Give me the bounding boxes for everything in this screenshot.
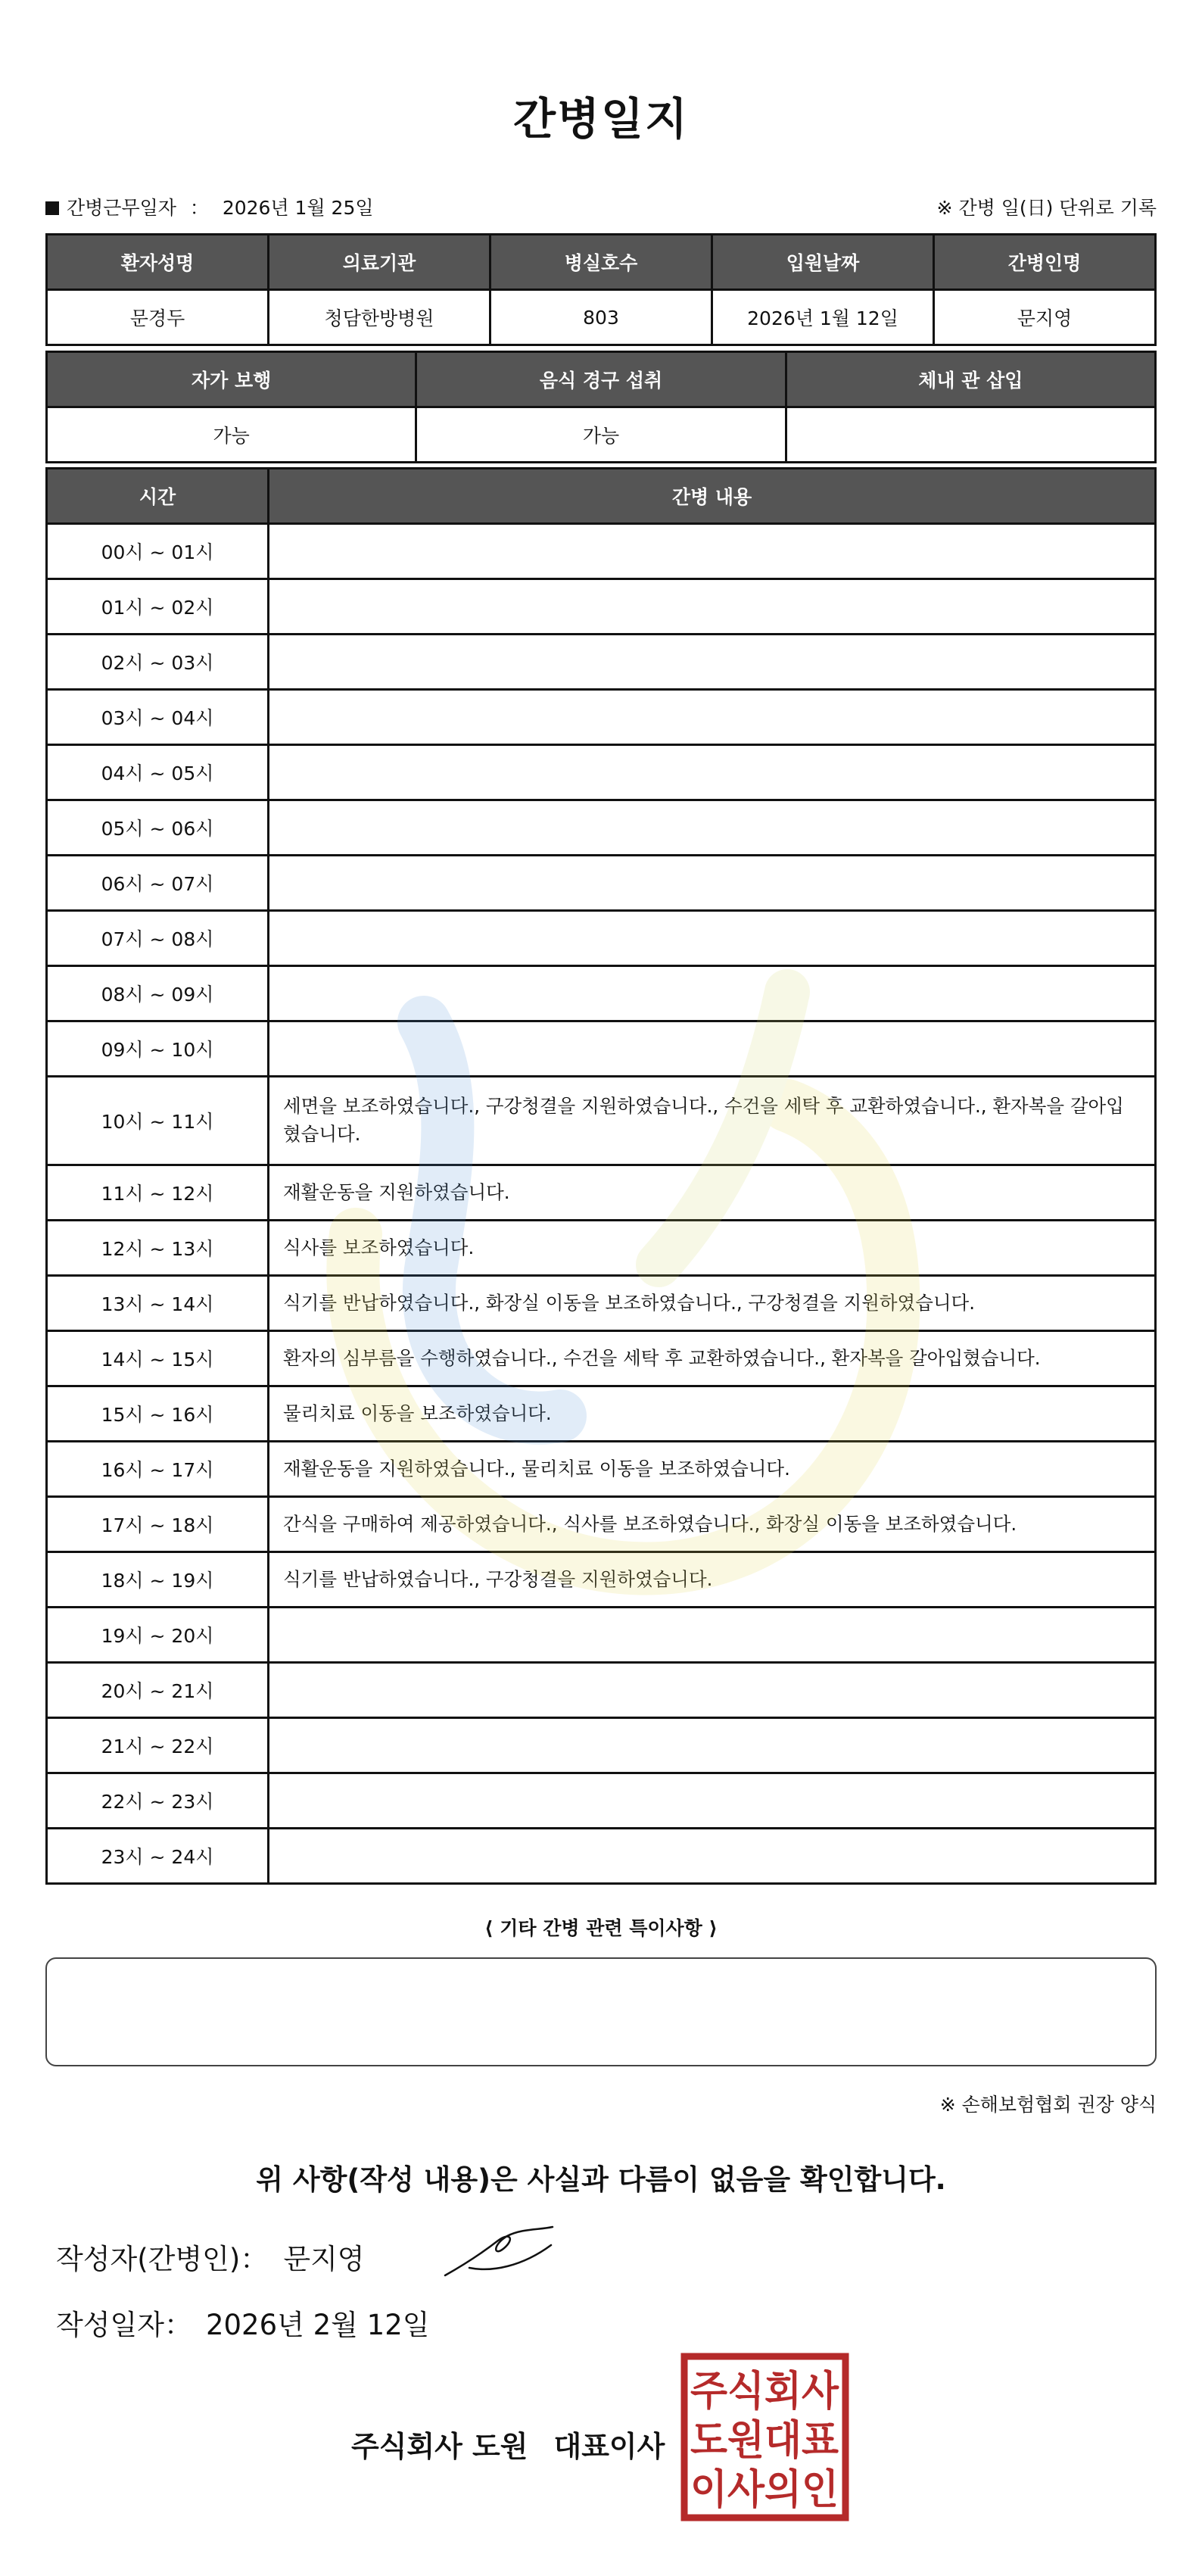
- care-log-table: [45, 467, 1157, 1885]
- oral-intake-value: 가능: [416, 407, 786, 463]
- meta-row: [45, 193, 1157, 223]
- hospital-name: 청담한방병원: [269, 290, 490, 345]
- ability-table: [45, 351, 1157, 463]
- caregiver-name: 문지영: [934, 290, 1156, 345]
- svg-text:도원대표: 도원대표: [690, 2416, 839, 2464]
- log-row: [47, 1552, 1156, 1608]
- svg-text:주식회사: 주식회사: [690, 2367, 839, 2415]
- writer-name: 문지영: [283, 2243, 365, 2275]
- walking-value: 가능: [47, 407, 416, 463]
- square-bullet-icon: [45, 201, 59, 215]
- log-content: 재활운동을 지원하였습니다., 물리치료 이동을 보조하였습니다.: [269, 1442, 1156, 1497]
- log-time: 08시 ~ 09시: [47, 966, 269, 1021]
- log-content: 재활운동을 지원하였습니다.: [269, 1165, 1156, 1221]
- log-content: [269, 1608, 1156, 1663]
- log-time: 07시 ~ 08시: [47, 911, 269, 966]
- log-time: 10시 ~ 11시: [47, 1077, 269, 1165]
- log-time: 17시 ~ 18시: [47, 1497, 269, 1552]
- log-row: [47, 1021, 1156, 1077]
- log-time: 12시 ~ 13시: [47, 1221, 269, 1276]
- company-line: [351, 2423, 665, 2465]
- log-content: [269, 800, 1156, 856]
- log-row: [47, 690, 1156, 745]
- room-number: 803: [490, 290, 712, 345]
- header-admission-date: 입원날짜: [712, 235, 934, 290]
- log-row: [47, 524, 1156, 579]
- log-content: [269, 745, 1156, 800]
- log-content: 식사를 보조하였습니다.: [269, 1221, 1156, 1276]
- log-time: 18시 ~ 19시: [47, 1552, 269, 1608]
- log-row: [47, 1077, 1156, 1165]
- writer-label: 작성자(간병인)：: [56, 2243, 269, 2275]
- ceo-title: 대표이사: [553, 2430, 665, 2463]
- write-date-label: 작성일자：: [56, 2309, 192, 2341]
- page-title: 간병일지: [512, 93, 690, 145]
- log-time: 05시 ~ 06시: [47, 800, 269, 856]
- remarks-box: [45, 1957, 1157, 2066]
- confirm-statement: 위 사항(작성 내용)은 사실과 다름이 없음을 확인합니다.: [256, 2163, 946, 2196]
- log-row: [47, 579, 1156, 635]
- log-time: 20시 ~ 21시: [47, 1663, 269, 1718]
- log-row: [47, 1718, 1156, 1773]
- log-row: [47, 1165, 1156, 1221]
- log-time: 02시 ~ 03시: [47, 635, 269, 690]
- log-content: [269, 1718, 1156, 1773]
- header-patient-name: 환자성명: [47, 235, 269, 290]
- log-time: 22시 ~ 23시: [47, 1773, 269, 1829]
- log-time: 11시 ~ 12시: [47, 1165, 269, 1221]
- log-time: 09시 ~ 10시: [47, 1021, 269, 1077]
- log-content: [269, 911, 1156, 966]
- tube-value: [786, 407, 1155, 463]
- patient-header-row: [47, 235, 1156, 290]
- log-time: 16시 ~ 17시: [47, 1442, 269, 1497]
- log-time: 21시 ~ 22시: [47, 1718, 269, 1773]
- header-tube: 체내 관 삽입: [786, 352, 1155, 407]
- log-content: [269, 524, 1156, 579]
- header-content: 간병 내용: [269, 469, 1156, 524]
- log-row: [47, 1386, 1156, 1442]
- svg-text:이사의인: 이사의인: [690, 2465, 839, 2513]
- ability-header-row: [47, 352, 1156, 407]
- log-row: [47, 1829, 1156, 1884]
- log-content: [269, 1829, 1156, 1884]
- log-row: [47, 1442, 1156, 1497]
- log-time: 00시 ~ 01시: [47, 524, 269, 579]
- patient-name: 문경두: [47, 290, 269, 345]
- log-content: [269, 1773, 1156, 1829]
- remarks-title: ⟨ 기타 간병 관련 특이사항 ⟩: [484, 1917, 718, 1939]
- log-content: 환자의 심부름을 수행하였습니다., 수건을 세탁 후 교환하였습니다., 환자복을 갈아입혔습니다.: [269, 1331, 1156, 1386]
- log-content: [269, 1663, 1156, 1718]
- log-time: 01시 ~ 02시: [47, 579, 269, 635]
- log-row: [47, 1221, 1156, 1276]
- remarks-content: [47, 1959, 1155, 1986]
- patient-info-table: [45, 233, 1157, 346]
- log-content: [269, 1021, 1156, 1077]
- signature-mark: [439, 2222, 560, 2283]
- log-row: [47, 1663, 1156, 1718]
- work-date-label: 간병근무일자: [67, 197, 176, 219]
- company-name: 주식회사 도원: [351, 2430, 528, 2463]
- log-content: [269, 635, 1156, 690]
- log-time: 03시 ~ 04시: [47, 690, 269, 745]
- header-time: 시간: [47, 469, 269, 524]
- log-row: [47, 911, 1156, 966]
- admission-date: 2026년 1월 12일: [712, 290, 934, 345]
- log-row: [47, 1331, 1156, 1386]
- header-hospital: 의료기관: [269, 235, 490, 290]
- log-row: [47, 1773, 1156, 1829]
- log-time: 19시 ~ 20시: [47, 1608, 269, 1663]
- work-date-value: 2026년 1월 25일: [222, 197, 374, 219]
- log-content: [269, 690, 1156, 745]
- log-row: [47, 966, 1156, 1021]
- record-note: ※ 간병 일(日) 단위로 기록: [936, 197, 1157, 219]
- header-walking: 자가 보행: [47, 352, 416, 407]
- log-content: 간식을 구매하여 제공하였습니다., 식사를 보조하였습니다., 화장실 이동을 보조하였습니다.: [269, 1497, 1156, 1552]
- log-row: [47, 800, 1156, 856]
- log-header-row: [47, 469, 1156, 524]
- log-content: [269, 856, 1156, 911]
- log-time: 13시 ~ 14시: [47, 1276, 269, 1331]
- form-note: ※ 손해보험협회 권장 양식: [939, 2094, 1157, 2116]
- log-content: [269, 579, 1156, 635]
- write-date-value: 2026년 2월 12일: [205, 2309, 430, 2341]
- work-date-sep: ：: [189, 197, 209, 219]
- log-row: [47, 1497, 1156, 1552]
- log-content: 세면을 보조하였습니다., 구강청결을 지원하였습니다., 수건을 세탁 후 교환하였습니다., 환자복을 갈아입혔습니다.: [269, 1077, 1156, 1165]
- write-date-line: [56, 2302, 430, 2343]
- log-time: 04시 ~ 05시: [47, 745, 269, 800]
- header-oral-intake: 음식 경구 섭취: [416, 352, 786, 407]
- ability-value-row: [47, 407, 1156, 463]
- header-room: 병실호수: [490, 235, 712, 290]
- log-content: 식기를 반납하였습니다., 구강청결을 지원하였습니다.: [269, 1552, 1156, 1608]
- header-caregiver: 간병인명: [934, 235, 1156, 290]
- log-row: [47, 1276, 1156, 1331]
- log-row: [47, 856, 1156, 911]
- log-rows: [47, 524, 1156, 1884]
- log-content: [269, 966, 1156, 1021]
- patient-value-row: [47, 290, 1156, 345]
- work-date: [45, 193, 374, 220]
- log-row: [47, 745, 1156, 800]
- log-row: [47, 1608, 1156, 1663]
- log-time: 06시 ~ 07시: [47, 856, 269, 911]
- log-time: 14시 ~ 15시: [47, 1331, 269, 1386]
- log-content: 물리치료 이동을 보조하였습니다.: [269, 1386, 1156, 1442]
- writer-line: [56, 2236, 365, 2277]
- company-seal: [680, 2352, 850, 2522]
- log-row: [47, 635, 1156, 690]
- log-time: 23시 ~ 24시: [47, 1829, 269, 1884]
- log-time: 15시 ~ 16시: [47, 1386, 269, 1442]
- log-content: 식기를 반납하였습니다., 화장실 이동을 보조하였습니다., 구강청결을 지원하였습니다.: [269, 1276, 1156, 1331]
